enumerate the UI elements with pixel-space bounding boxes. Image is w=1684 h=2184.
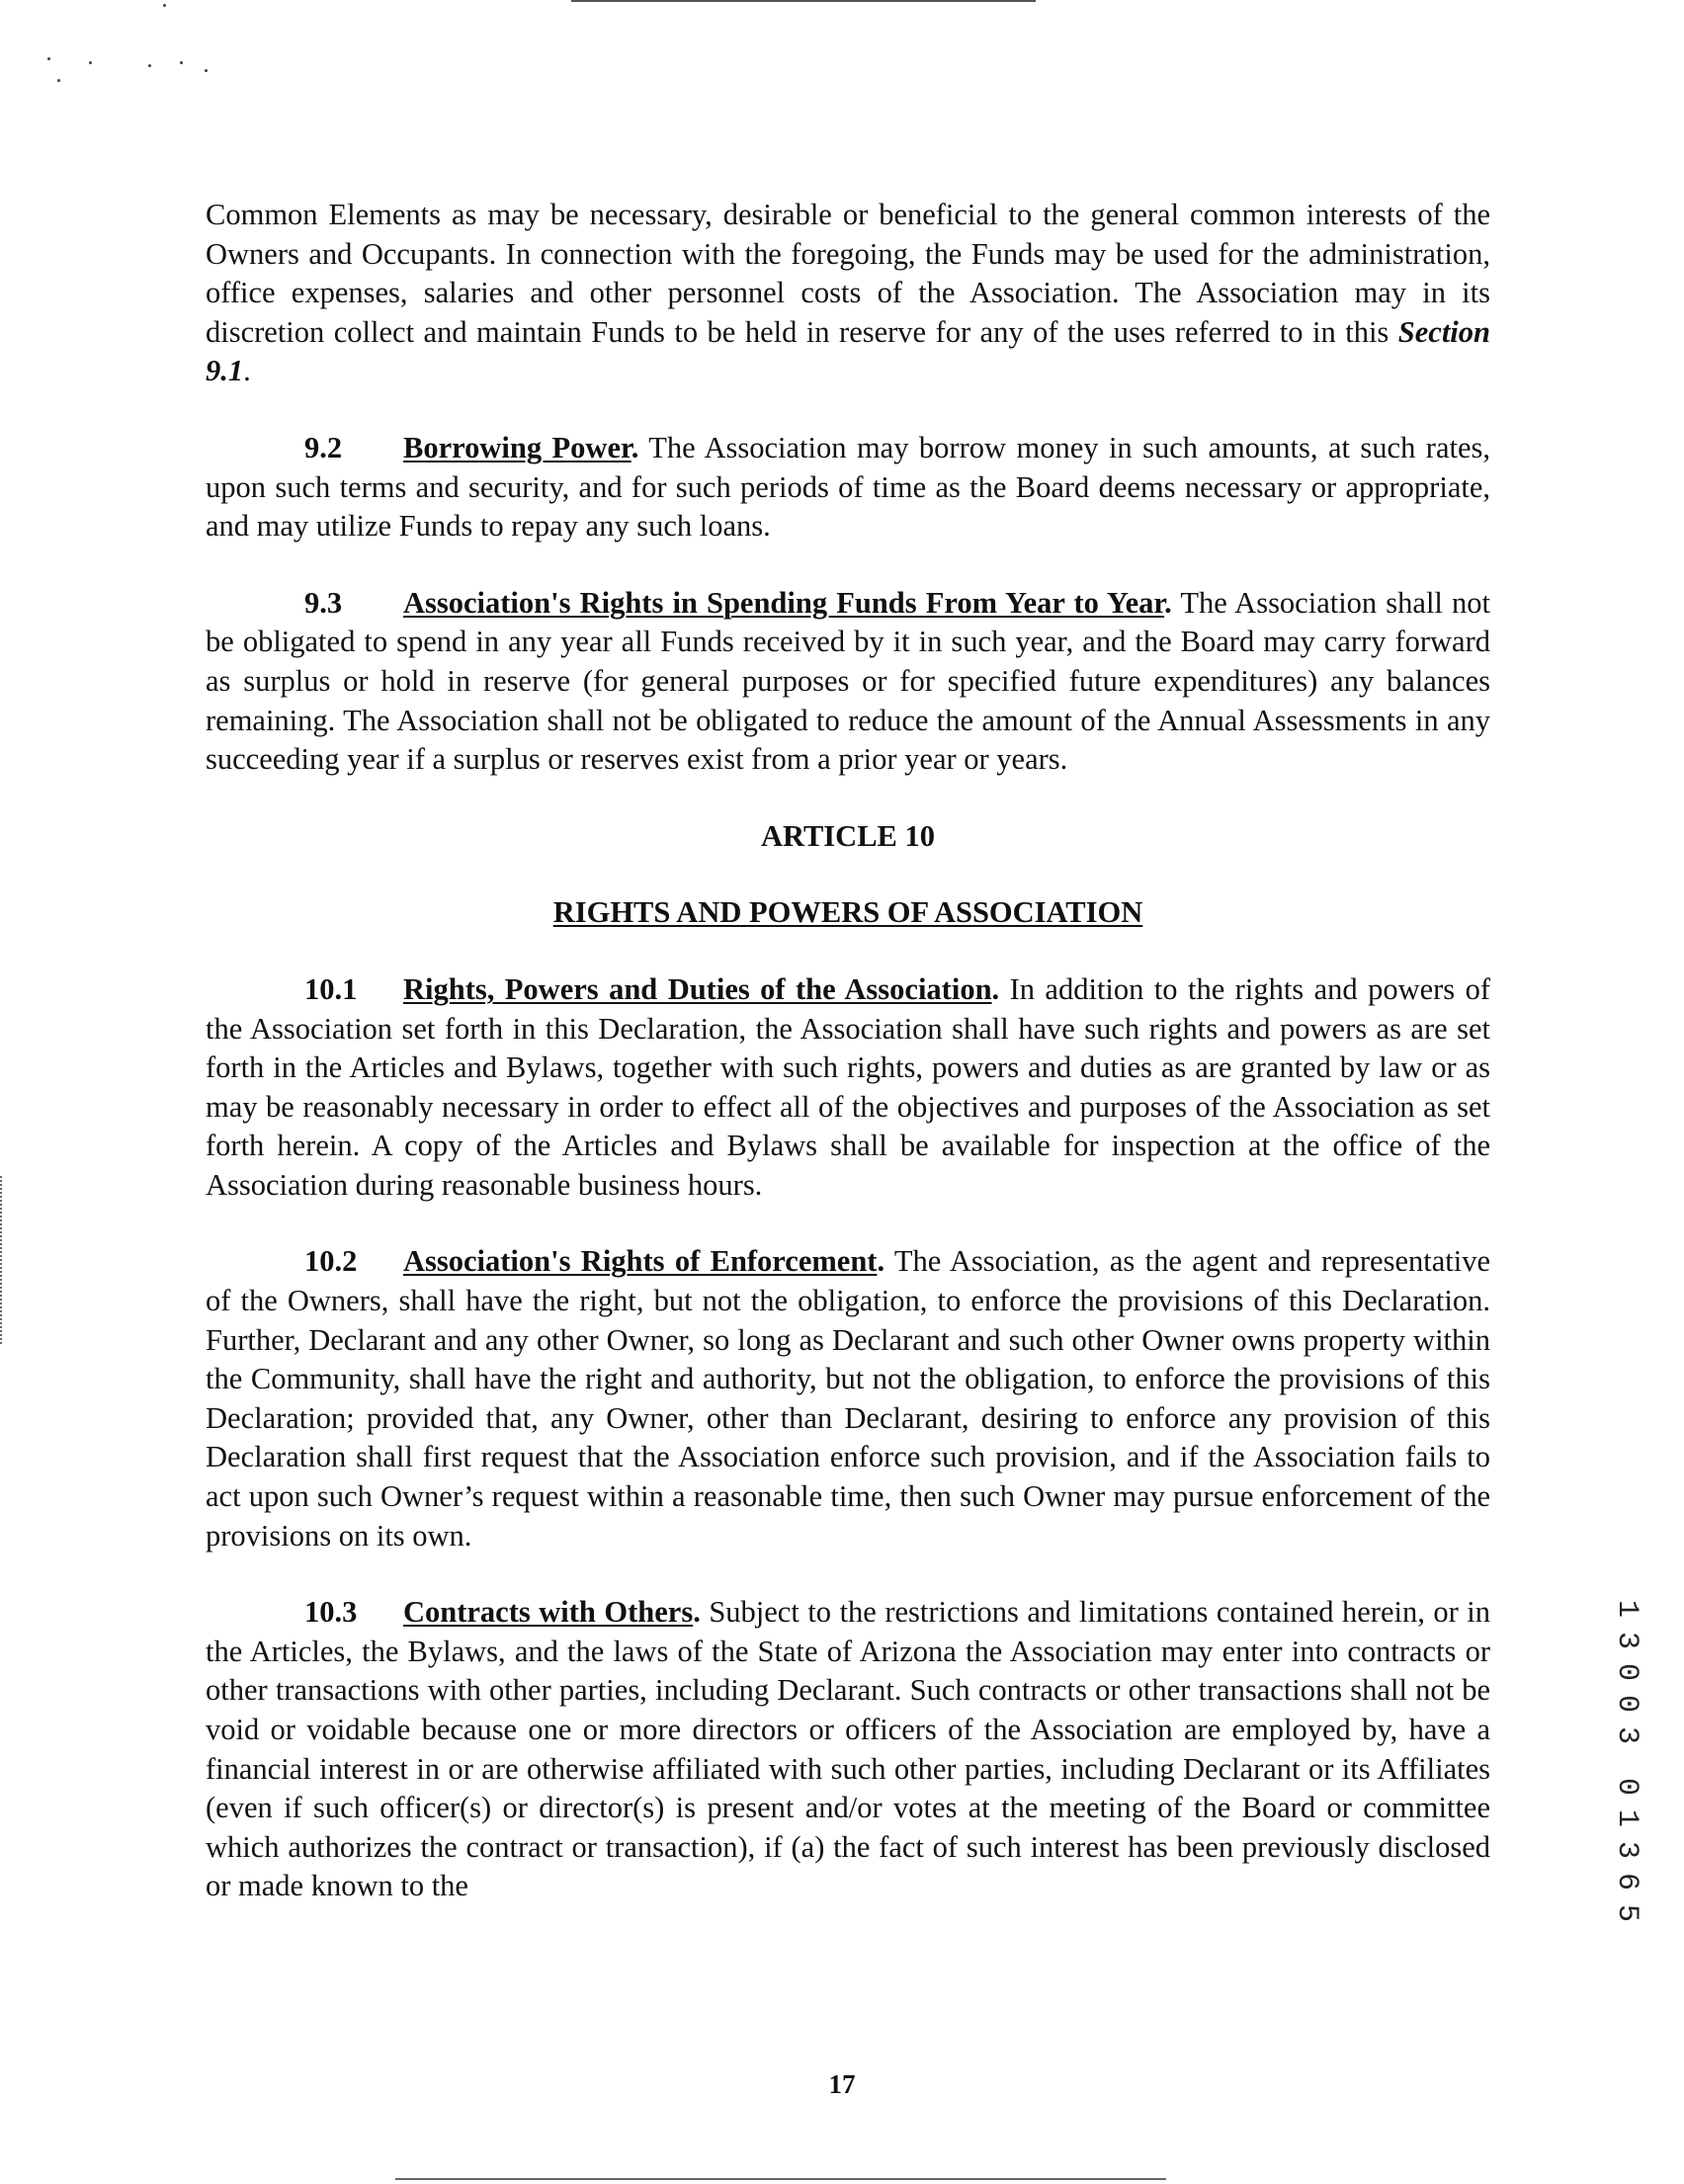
section-10-1: 10.1 Rights, Powers and Duties of the Association. In addition to the rights and powers of the Association set forth in this Declaration, the Association shall have such rights and powers as are set forth in the Articles and Bylaws, together with such rights, powers and duties as are granted by law or as may be reasonably necessary in order to effect all of the objectives and purposes of the Association as set forth herein. A copy of the Articles and Bylaws shall be available for inspection at the office of the Association during reasonable business hours. [206, 971, 1490, 1202]
document-body [206, 196, 1490, 1906]
scan-speck [47, 57, 50, 60]
recording-number-stamp [1607, 1593, 1646, 1929]
article-title [206, 893, 1490, 933]
section-reference: Section 9.1 [206, 314, 1490, 388]
scan-speck [89, 61, 92, 64]
section-9-3: 9.3 Association's Rights in Spending Funds From Year to Year. The Association shall not be obligated to spend in any year all Funds received by it in such year, and the Board may carry forward as surplus or hold in reserve (for general purposes or for specified future expenditures) any balances remaining. The Association shall not be obligated to reduce the amount of the Annual Assessments in any succeeding year if a surplus or reserves exist from a prior year or years. [206, 585, 1491, 777]
intro-text: Common Elements as may be necessary, desirable or beneficial to the general common interests of the Owners and Occupants. In connection with the foregoing, the Funds may be used for the administration, office expenses, salaries and other personnel costs of the Association. The Association may in its discretion collect and maintain Funds to be held in reserve for any of the uses referred to in this [206, 198, 1490, 349]
section-number: 9.2 [304, 430, 343, 464]
scan-speck [163, 4, 166, 7]
scan-speck [205, 69, 208, 72]
scan-speck [148, 64, 151, 67]
section-body: Subject to the restrictions and limitations contained herein, or in the Articles, the Bylaws, and the laws of the State of Arizona the Association may enter into contracts or other transactions with other parties, including Declarant. Such contracts or other transactions shall not be void or voidable because one or more directors or officers of the Association are employed by, have a financial interest in or are otherwise affiliated with such other parties, including Declarant or its Affiliates (even if such officer(s) or director(s) is present and/or votes at the meeting of the Board or committee which authorizes the contract or transaction), if (a) the fact of such interest has been previously disclosed or made known to the [206, 1595, 1490, 1903]
scan-speck [57, 79, 60, 82]
section-body: The Association, as the agent and representative of the Owners, shall have the right, but not the obligation, to enforce the provisions of this Declaration. Further, Declarant and any other Owner, so long as Declarant and such other Owner owns property within the Community, shall have the right and authority, but not the obligation, to enforce the provisions of this Declaration; provided that, any Owner, other than Declarant, desiring to enforce any provision of this Declaration shall first request that the Association enforce such provision, and if the Association fails to act upon such Owner’s request within a reasonable time, then such Owner may pursue enforcement of the provisions on its own. [206, 1244, 1490, 1553]
section-10-2: 10.2 Association's Rights of Enforcement. The Association, as the agent and representative of the Owners, shall have the right, but not the obligation, to enforce the provisions of this Declaration. Further, Declarant and any other Owner, so long as Declarant and such other Owner owns property within the Community, shall have the right and authority, but not the obligation, to enforce the provisions of this Declaration; provided that, any Owner, other than Declarant, desiring to enforce any provision of this Declaration shall first request that the Association enforce such provision, and if the Association fails to act upon such Owner’s request within a reasonable time, then such Owner may pursue enforcement of the provisions on its own. [206, 1244, 1490, 1553]
section-number: 10.1 [304, 971, 358, 1006]
article-title-text: RIGHTS AND POWERS OF ASSOCIATION [552, 895, 1143, 930]
section-title: Rights, Powers and Duties of the Association [403, 971, 992, 1006]
section-body: The Association may borrow money in such amounts, at such rates, upon such terms and security, and for such periods of time as the Board deems necessary or appropriate, and may utilize Funds to repay any such loans. [206, 430, 1491, 544]
section-10-3: 10.3 Contracts with Others. Subject to the restrictions and limitations contained herein, or in the Articles, the Bylaws, and the laws of the State of Arizona the Association may enter into contracts or other transactions with other parties, including Declarant. Such contracts or other transactions shall not be void or voidable because one or more directors or officers of the Association are employed by, have a financial interest in or are otherwise affiliated with such other parties, including Declarant or its Affiliates (even if such officer(s) or director(s) is present and/or votes at the meeting of the Board or committee which authorizes the contract or transaction), if (a) the fact of such interest has been previously disclosed or made known to the [206, 1595, 1490, 1903]
section-title: Association's Rights in Spending Funds From Year to Year [403, 585, 1165, 620]
stamp-digit: 0 [1610, 1777, 1643, 1796]
section-number: 10.3 [304, 1595, 358, 1630]
stamp-digit: 5 [1610, 1903, 1643, 1922]
stamp-digit: 1 [1610, 1808, 1643, 1827]
stamp-digit: 3 [1610, 1725, 1643, 1744]
section-body: The Association shall not be obligated to spend in any year all Funds received by it in such year, and the Board may carry forward as surplus or hold in reserve (for general purposes or for specified future expenditures) any balances remaining. The Association shall not be obligated to reduce the amount of the Annual Assessments in any succeeding year if a surplus or reserves exist from a prior year or years. [206, 585, 1491, 777]
scan-artifact-left-edge [0, 1176, 10, 1344]
section-9-2: 9.2 Borrowing Power. The Association may borrow money in such amounts, at such rates, upon such terms and security, and for such periods of time as the Board deems necessary or appropriate, and may utilize Funds to repay any such loans. [206, 430, 1491, 544]
intro-text-end: . [243, 354, 251, 388]
stamp-digit: 3 [1610, 1631, 1643, 1649]
page-number: 17 [828, 2069, 856, 2099]
stamp-digit: 0 [1610, 1662, 1643, 1681]
section-title: Association's Rights of Enforcement [403, 1244, 878, 1279]
stamp-digit: 3 [1610, 1840, 1643, 1859]
scan-artifact-bottom-line [395, 2178, 1166, 2180]
intro-paragraph [206, 196, 1490, 391]
stamp-digit: 1 [1610, 1599, 1643, 1618]
section-number: 10.2 [304, 1244, 358, 1279]
section-body: In addition to the rights and powers of the Association set forth in this Declaration, the Association shall have such rights and powers as are set forth in the Articles and Bylaws, together with such rights, powers and duties as are granted by law or as may be reasonably necessary in order to effect all of the objectives and purposes of the Association as set forth herein. A copy of the Articles and Bylaws shall be available for inspection at the office of the Association during reasonable business hours. [206, 971, 1490, 1202]
section-number: 9.3 [304, 585, 343, 620]
stamp-digit: 0 [1610, 1694, 1643, 1713]
article-label: ARTICLE 10 [760, 818, 936, 853]
scan-speck [180, 61, 183, 64]
section-title: Borrowing Power [403, 430, 632, 464]
stamp-digit: 6 [1610, 1872, 1643, 1890]
scan-artifact-top-line [571, 0, 1036, 2]
section-title: Contracts with Others [403, 1595, 694, 1630]
